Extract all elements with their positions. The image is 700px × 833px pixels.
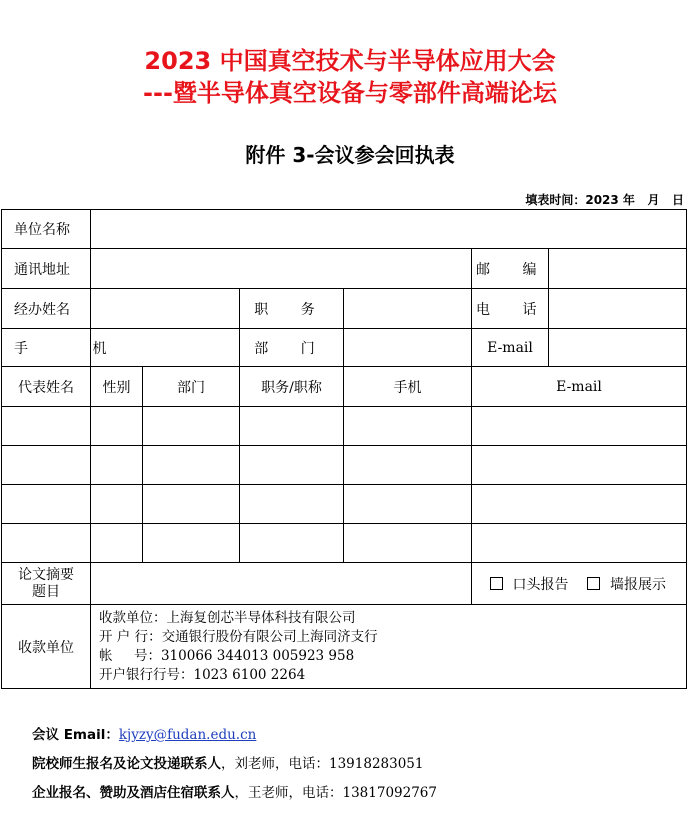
oral-report-label: 口头报告 [512, 576, 569, 593]
paper-title-label-line1: 论文摘要 [18, 566, 74, 583]
phone-label: 电 话 [472, 289, 549, 329]
payment-line-bank: 开 户 行：交通银行股份有限公司上海同济支行 [99, 628, 378, 645]
delegate-gender-cell[interactable] [91, 446, 143, 485]
title-line-1: 2023 中国真空技术与半导体应用大会 [144, 47, 556, 75]
school-contact-label: 院校师生报名及论文投递联系人 [32, 756, 221, 772]
delegate-email-cell[interactable] [472, 485, 687, 524]
delegate-gender-cell[interactable] [91, 485, 143, 524]
school-contact [32, 754, 423, 774]
delegate-title-cell[interactable] [240, 485, 344, 524]
delegate-name-cell[interactable] [2, 446, 91, 485]
delegate-mobile-cell[interactable] [344, 485, 472, 524]
poster-option[interactable] [587, 577, 666, 593]
delegate-email-cell[interactable] [472, 407, 687, 446]
fill-date: 填表时间：2023 年 月 日 [525, 193, 684, 207]
delegate-mobile-cell[interactable] [344, 407, 472, 446]
registration-table [1, 209, 687, 689]
oral-report-checkbox[interactable] [490, 577, 503, 590]
delegate-row [2, 407, 687, 446]
title-line-2: ---暨半导体真空设备与零部件高端论坛 [143, 79, 557, 107]
payment-line-account: 帐 号：310066 344013 005923 958 [99, 647, 355, 664]
delegate-department-cell[interactable] [143, 485, 240, 524]
unit-name-label: 单位名称 [2, 210, 91, 249]
position-label: 职 务 [240, 289, 344, 329]
delegate-gender-header: 性别 [91, 367, 143, 407]
delegate-name-cell[interactable] [2, 524, 91, 563]
delegate-title-cell[interactable] [240, 446, 344, 485]
delegate-department-cell[interactable] [143, 524, 240, 563]
oral-report-option[interactable] [490, 577, 569, 593]
delegate-name-cell[interactable] [2, 407, 91, 446]
delegate-department-cell[interactable] [143, 446, 240, 485]
email-field[interactable] [549, 329, 687, 367]
paper-title-field[interactable] [91, 563, 472, 605]
mobile-label: 手 机 [2, 329, 91, 367]
postcode-field[interactable] [549, 249, 687, 289]
contact-name-label: 经办姓名 [2, 289, 91, 329]
delegate-row [2, 524, 687, 563]
department-field[interactable] [344, 329, 472, 367]
company-contact-label: 企业报名、赞助及酒店住宿联系人 [32, 785, 235, 801]
delegate-title-cell[interactable] [240, 407, 344, 446]
delegate-gender-cell[interactable] [91, 407, 143, 446]
unit-name-field[interactable] [91, 210, 687, 249]
address-field[interactable] [91, 249, 472, 289]
paper-title-label-line2: 题目 [32, 583, 60, 600]
address-label: 通讯地址 [2, 249, 91, 289]
delegate-name-header: 代表姓名 [2, 367, 91, 407]
phone-field[interactable] [549, 289, 687, 329]
delegate-title-header: 职务/职称 [240, 367, 344, 407]
conference-email [32, 725, 256, 745]
delegate-department-cell[interactable] [143, 407, 240, 446]
company-contact-info: ，王老师，电话：13817092767 [234, 785, 437, 801]
delegate-email-cell[interactable] [472, 524, 687, 563]
delegate-row [2, 485, 687, 524]
payment-label: 收款单位 [2, 605, 91, 689]
delegate-title-cell[interactable] [240, 524, 344, 563]
conference-email-link[interactable]: kjyzy@fudan.edu.cn [118, 727, 257, 743]
email-label: E-mail [472, 329, 549, 367]
presentation-options [472, 563, 687, 605]
delegate-email-header: E-mail [472, 367, 687, 407]
delegate-mobile-cell[interactable] [344, 446, 472, 485]
poster-label: 墙报展示 [610, 576, 666, 593]
delegate-gender-cell[interactable] [91, 524, 143, 563]
contact-name-field[interactable] [91, 289, 240, 329]
conference-email-label: 会议 Email： [32, 727, 119, 743]
delegate-name-cell[interactable] [2, 485, 91, 524]
paper-title-label [2, 563, 91, 605]
position-field[interactable] [344, 289, 472, 329]
delegate-row [2, 446, 687, 485]
payment-line-bank-code: 开户银行行号：1023 6100 2264 [99, 666, 306, 683]
company-contact [32, 783, 437, 803]
delegate-mobile-cell[interactable] [344, 524, 472, 563]
delegate-email-cell[interactable] [472, 446, 687, 485]
school-contact-info: ，刘老师，电话：13918283051 [221, 756, 424, 772]
poster-checkbox[interactable] [587, 577, 600, 590]
form-subtitle: 附件 3-会议参会回执表 [245, 143, 455, 167]
delegate-mobile-header: 手机 [344, 367, 472, 407]
postcode-label: 邮 编 [472, 249, 549, 289]
payment-details [91, 605, 687, 689]
payment-line-payee: 收款单位：上海复创芯半导体科技有限公司 [99, 609, 356, 626]
delegate-department-header: 部门 [143, 367, 240, 407]
department-label: 部 门 [240, 329, 344, 367]
